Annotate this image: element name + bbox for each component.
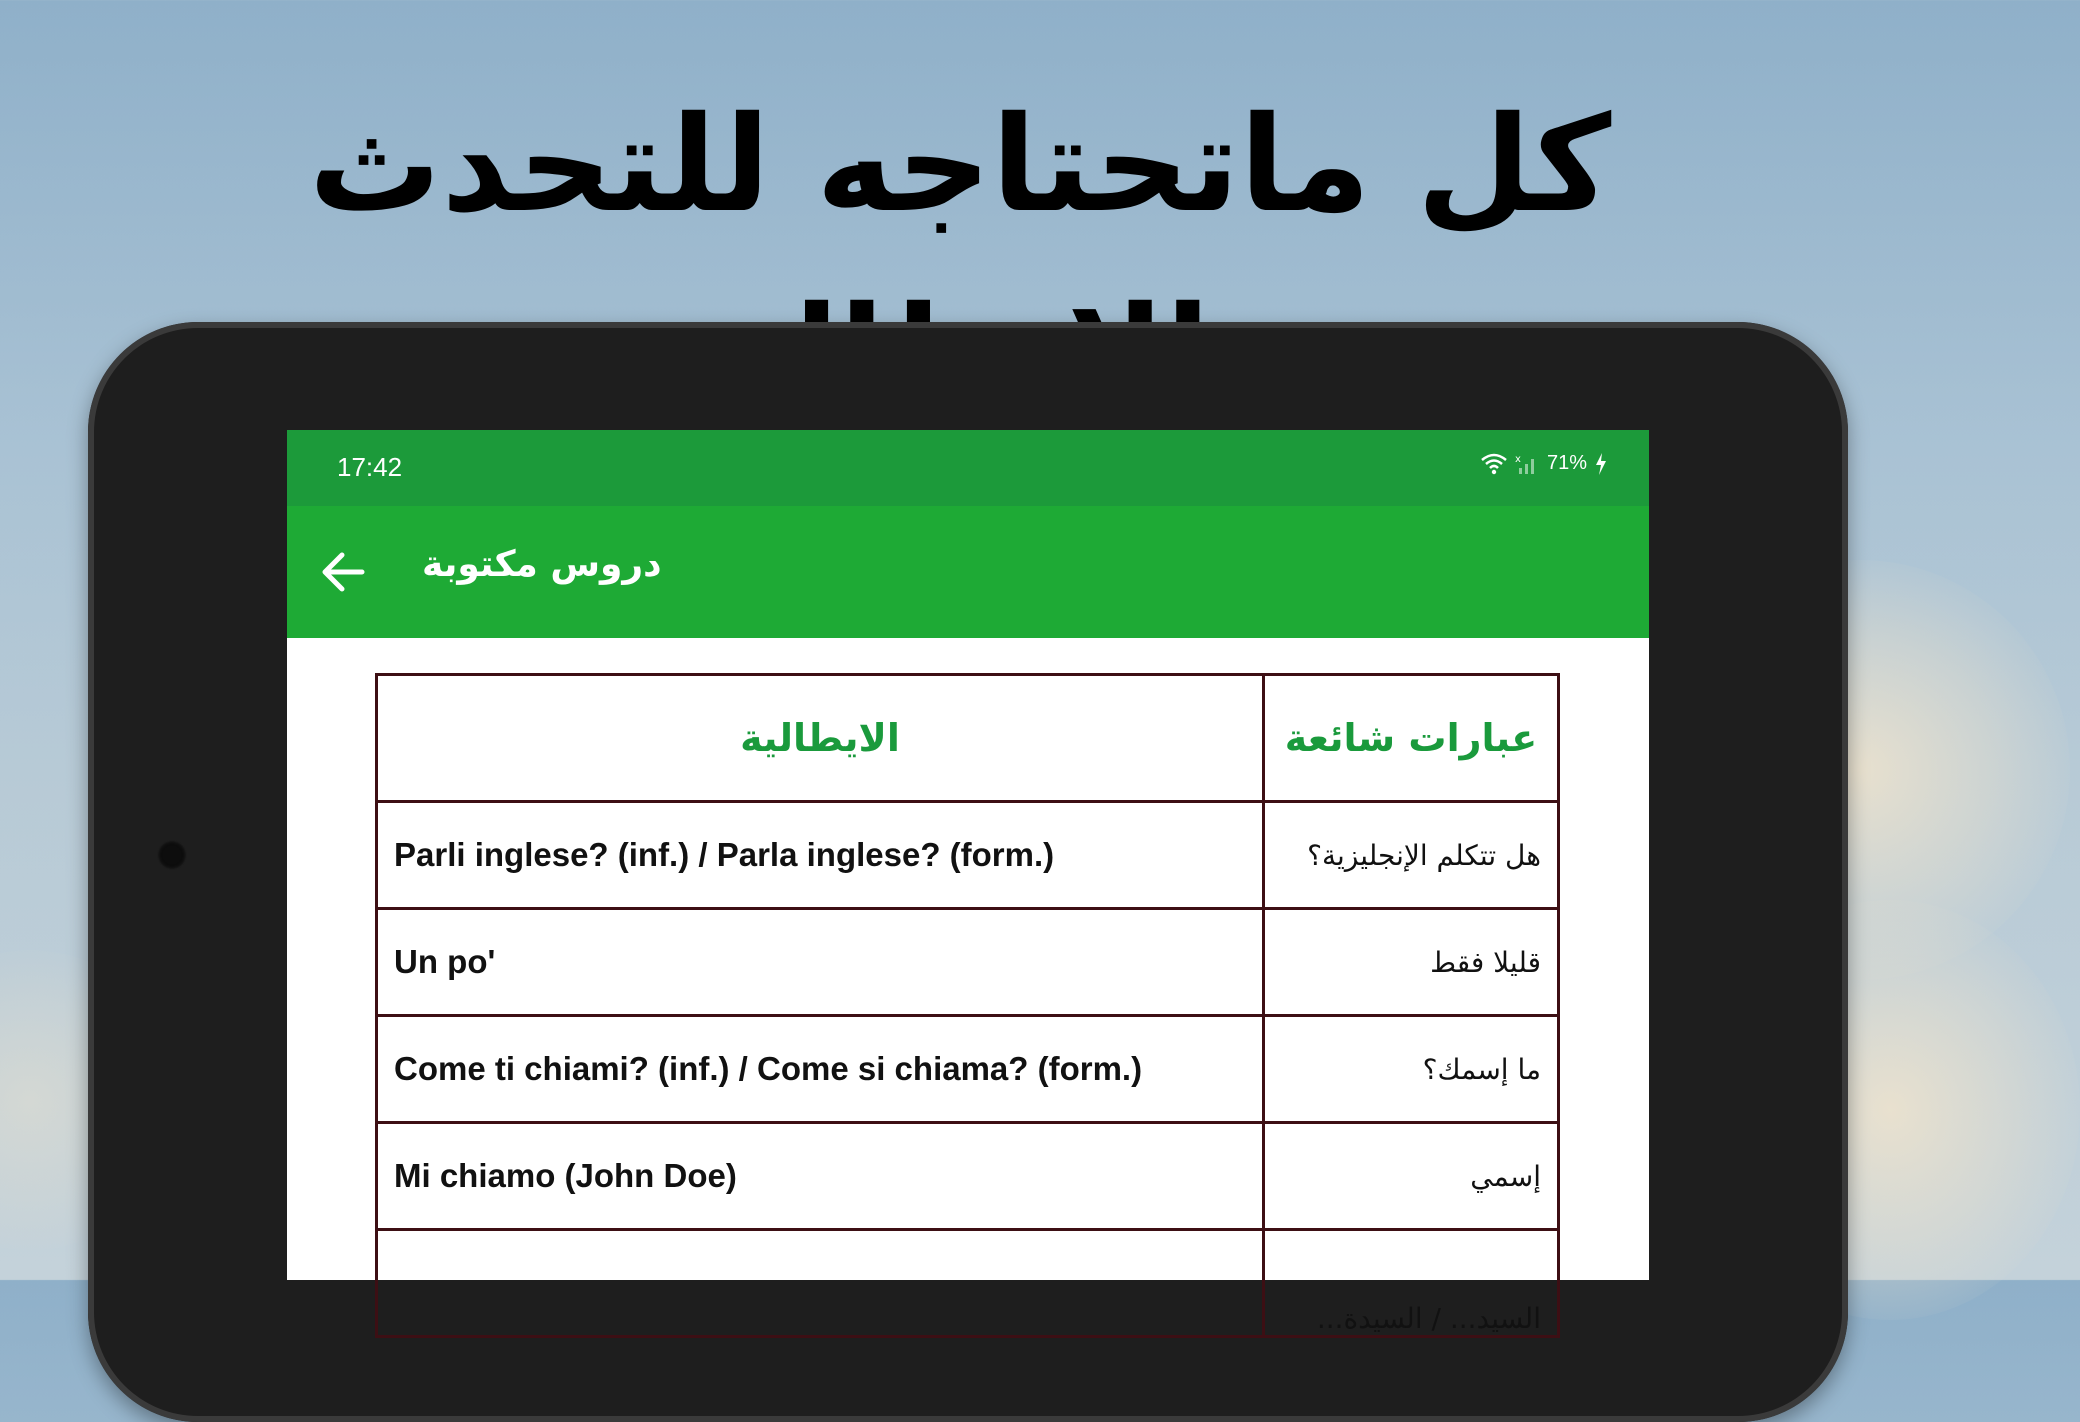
- battery-percent: 71%: [1546, 452, 1587, 474]
- page-title: دروس مكتوبة: [422, 544, 662, 585]
- table-row: [377, 1230, 1559, 1337]
- column-header-italian: الايطالية: [377, 675, 1264, 802]
- app-screen: [287, 430, 1649, 1335]
- arabic-cell: السيد... / السيدة...: [1264, 1230, 1559, 1337]
- charging-icon: [1595, 453, 1607, 475]
- table-header-row: [377, 675, 1559, 802]
- status-icons: [1481, 452, 1607, 475]
- arrow-left-icon: [318, 547, 368, 597]
- table-row: [377, 802, 1559, 909]
- table-row: [377, 909, 1559, 1016]
- table-row: [377, 1123, 1559, 1230]
- status-time: 17:42: [337, 452, 403, 482]
- svg-text:x: x: [1514, 453, 1521, 465]
- camera-icon: [157, 840, 187, 870]
- back-button[interactable]: [311, 540, 375, 604]
- arabic-cell: قليلا فقط: [1264, 909, 1559, 1016]
- arabic-cell: إسمي: [1264, 1123, 1559, 1230]
- italian-cell: Mi chiamo (John Doe): [377, 1123, 1264, 1230]
- signal-icon: [1515, 453, 1539, 475]
- column-header-phrases: عبارات شائعة: [1264, 675, 1559, 802]
- phrases-table: [375, 673, 1557, 1338]
- status-bar: [287, 430, 1649, 506]
- italian-cell: Un po': [377, 909, 1264, 1016]
- arabic-cell: هل تتكلم الإنجليزية؟: [1264, 802, 1559, 909]
- italian-cell: Parli inglese? (inf.) / Parla inglese? (form.): [377, 802, 1264, 909]
- italian-cell: [377, 1230, 1264, 1337]
- italian-cell: Come ti chiami? (inf.) / Come si chiama? (form.): [377, 1016, 1264, 1123]
- wifi-icon: [1481, 453, 1507, 475]
- table-row: [377, 1016, 1559, 1123]
- arabic-cell: ما إسمك؟: [1264, 1016, 1559, 1123]
- promo-headline: كل ماتحتاجه للتحدث: [308, 88, 1612, 242]
- app-bar: [287, 506, 1649, 638]
